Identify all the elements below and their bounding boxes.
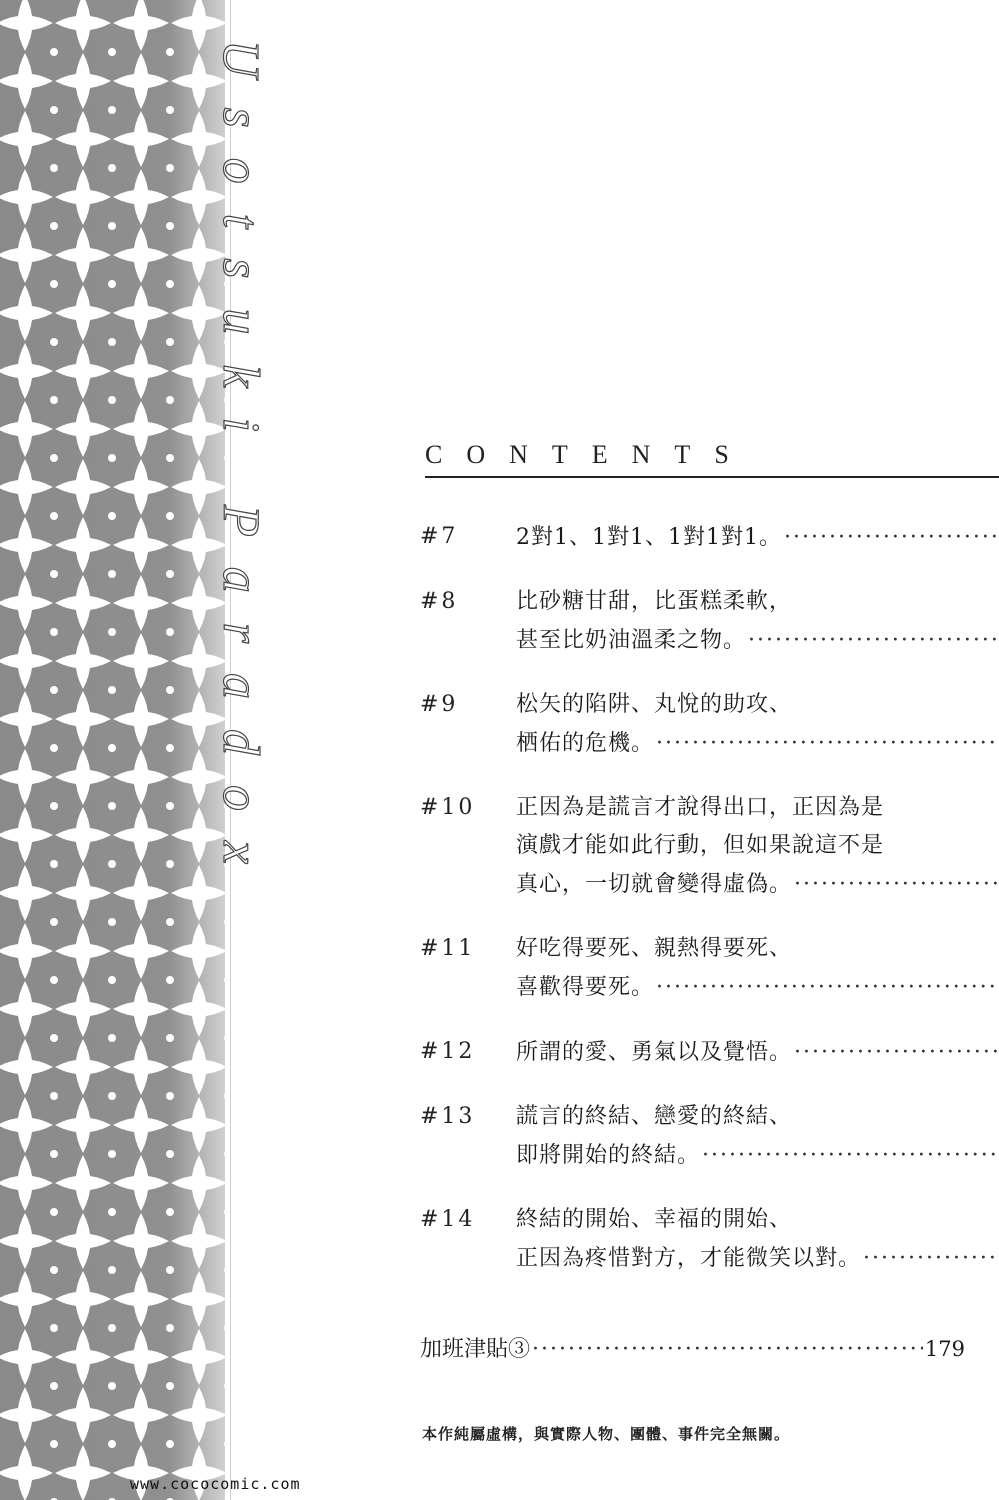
chapter-title [516, 789, 999, 904]
bonus-entry[interactable] [420, 1330, 965, 1369]
chapter-title-line: 謊言的終結、戀愛的終結、 [516, 1104, 793, 1129]
chapter-title-line: 好吃得要死、親熱得要死、 [516, 936, 793, 961]
leader-dots [656, 725, 999, 763]
chapter-number: #10 [420, 795, 476, 820]
leader-dots [794, 1034, 999, 1072]
decorative-pattern [0, 0, 225, 1500]
toc-entry[interactable] [420, 583, 965, 660]
chapter-title-line: 松矢的陷阱、丸悅的助攻、 [516, 692, 793, 717]
table-of-contents [420, 518, 965, 1304]
leader-dots [748, 622, 999, 660]
chapter-title [516, 1098, 999, 1175]
leader-dots [794, 866, 999, 904]
chapter-title-text: 甚至比奶油溫柔之物。 [516, 628, 747, 653]
chapter-number: #9 [420, 692, 459, 717]
chapter-title-final-line [516, 1239, 999, 1278]
leader-dots [656, 969, 999, 1007]
chapter-number: #11 [420, 936, 476, 961]
chapter-title [516, 518, 999, 557]
leader-dots [784, 519, 999, 557]
toc-entry[interactable] [420, 686, 965, 763]
chapter-title [516, 583, 999, 660]
leader-dots [702, 1137, 999, 1175]
chapter-title-final-line [516, 621, 999, 660]
chapter-title-text: 即將開始的終結。 [516, 1143, 701, 1168]
chapter-title-line: 終結的開始、幸福的開始、 [516, 1207, 793, 1232]
chapter-title-text: 喜歡得要死。 [516, 975, 655, 1000]
chapter-title-final-line [516, 1033, 999, 1072]
chapter-number: #7 [420, 524, 459, 549]
toc-entry[interactable] [420, 1033, 965, 1072]
watermark-url: www.cococomic.com [130, 1475, 301, 1493]
toc-entry[interactable] [420, 930, 965, 1007]
chapter-title-final-line [516, 724, 999, 763]
chapter-title-final-line [516, 518, 999, 557]
chapter-number: #13 [420, 1104, 476, 1129]
bonus-page-number: 179 [924, 1337, 965, 1361]
chapter-number: #12 [420, 1039, 476, 1064]
chapter-title [516, 930, 999, 1007]
chapter-title-line: 正因為是謊言才說得出口，正因為是 [516, 795, 885, 820]
chapter-title [516, 686, 999, 763]
chapter-title-text: 栖佑的危機。 [516, 731, 655, 756]
contents-heading: CONTENTS [425, 440, 753, 469]
chapter-title-text: 真心，一切就會變得虛偽。 [516, 872, 793, 897]
chapter-title [516, 1033, 999, 1072]
chapter-title-final-line [516, 865, 999, 904]
chapter-number: #8 [420, 589, 459, 614]
disclaimer: 本作純屬虛構，與實際人物、團體、事件完全無關。 [422, 1425, 791, 1443]
bonus-title: 加班津貼③ [420, 1337, 531, 1362]
chapter-title-text: 正因為疼惜對方，才能微笑以對。 [516, 1246, 862, 1271]
leader-dots [863, 1240, 999, 1278]
chapter-title-line: 比砂糖甘甜，比蛋糕柔軟， [516, 589, 793, 614]
leader-dots [532, 1331, 923, 1369]
chapter-title-line: 演戲才能如此行動，但如果說這不是 [516, 833, 885, 858]
chapter-title [516, 1201, 999, 1278]
chapter-title-text: 所謂的愛、勇氣以及覺悟。 [516, 1040, 793, 1065]
toc-entry[interactable] [420, 1098, 965, 1175]
chapter-title-text: 2對1、1對1、1對1對1。 [516, 525, 782, 550]
chapter-number: #14 [420, 1207, 476, 1232]
toc-entry[interactable] [420, 518, 965, 557]
spine-title: Usotsuki Paradox [212, 40, 269, 895]
heading-rule [425, 476, 999, 478]
chapter-title-final-line [516, 1136, 999, 1175]
toc-entry[interactable] [420, 789, 965, 904]
chapter-title-final-line [516, 968, 999, 1007]
toc-entry[interactable] [420, 1201, 965, 1278]
